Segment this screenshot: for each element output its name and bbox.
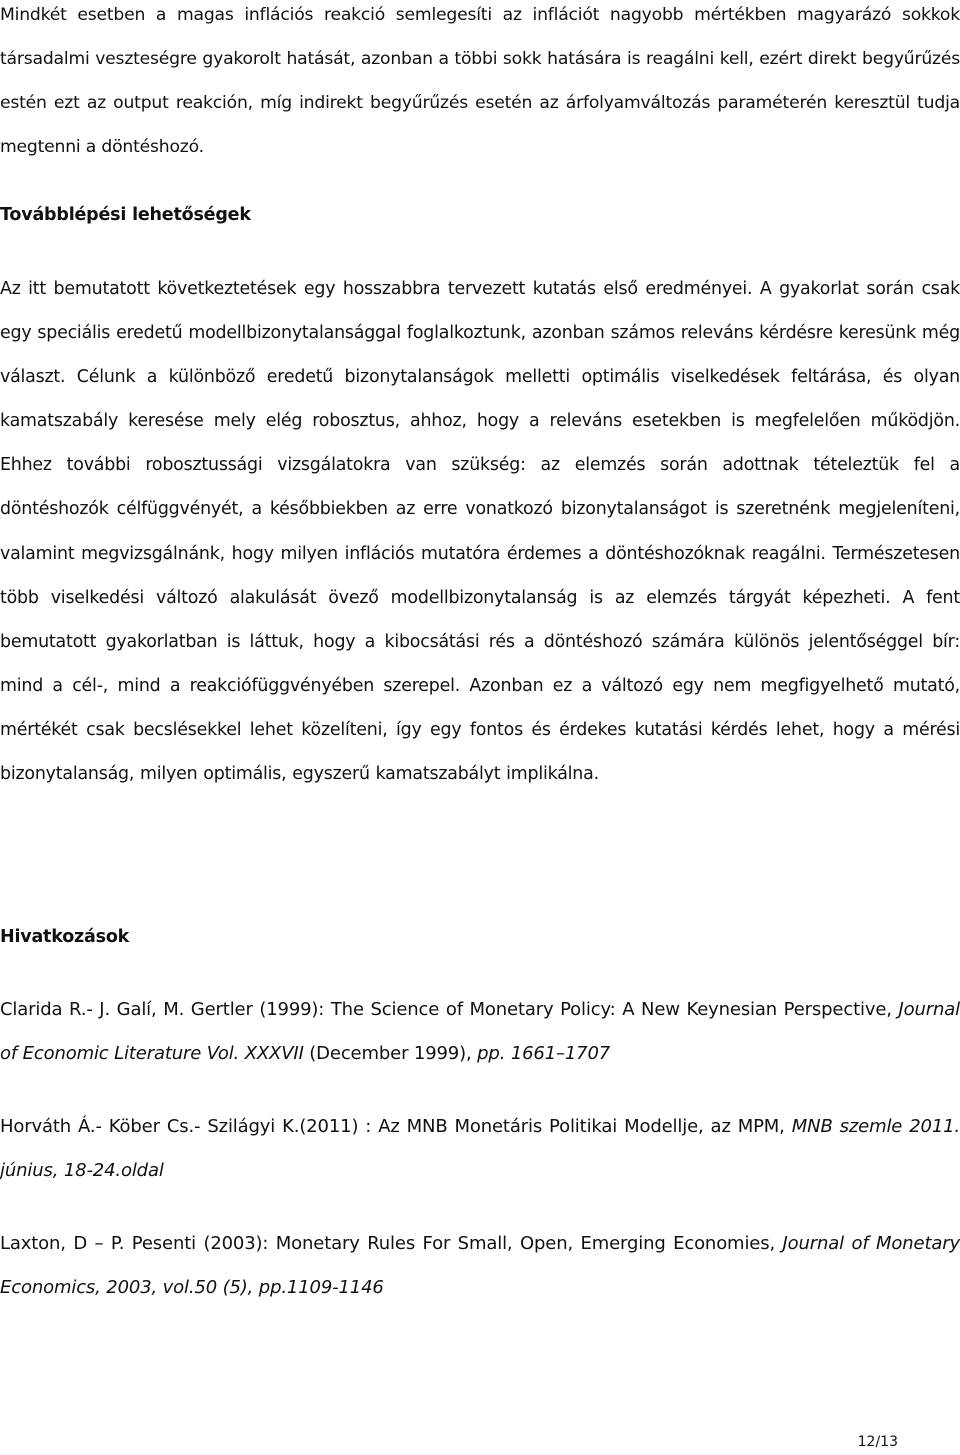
reference-text: Horváth Á.- Köber Cs.- Szilágyi K.(2011) : Az MNB Monetáris Politikai Modellje, az MPM, bbox=[0, 1116, 792, 1137]
page-number: 12/13 bbox=[857, 1434, 898, 1450]
intro-paragraph: Mindkét esetben a magas inflációs reakció semlegesíti az inflációt nagyobb mértékben magyarázó sokkok társadalmi veszteségre gyakorolt hatását, azonban a többi sokk hatására is reagálni kell, ezért direkt begyűrűzés estén ezt az output reakción, míg indirekt begyűrűzés esetén az árfolyamváltozás paraméterén keresztül tudja megtenni a döntéshozó. bbox=[0, 5, 960, 157]
reference-item bbox=[0, 1222, 960, 1309]
further-steps-heading: Továbblépési lehetőségek bbox=[0, 205, 251, 225]
reference-source: Journal of Economic Literature Vol. XXXVII bbox=[0, 999, 960, 1064]
reference-item bbox=[0, 1105, 960, 1192]
references-heading: Hivatkozások bbox=[0, 927, 130, 947]
reference-item bbox=[0, 988, 960, 1075]
further-steps-paragraph: Az itt bemutatott következtetések egy hosszabbra tervezett kutatás első eredményei. A gyakorlat során csak egy speciális eredetű modellbizonytalansággal foglalkoztunk, azonban számos releváns kérdésre keresünk még választ. Célunk a különböző eredetű bizonytalanságok melletti optimális viselkedések feltárása, és olyan kamatszabály keresése mely elég robosztus, ahhoz, hogy a releváns esetekben is megfelelően működjön. Ehhez további robosztussági vizsgálatokra van szükség: az elemzés során adottnak tételeztük fel a döntéshozók célfüggvényét, a későbbiekben az erre vonatkozó bizonytalanságot is szeretnénk megjeleníteni, valamint megvizsgálnánk, hogy milyen inflációs mutatóra érdemes a döntéshozóknak reagálni. Természetesen több viselkedési változó alakulását övező modellbizonytalanság is az elemzés tárgyát képezheti. A fent bemutatott gyakorlatban is láttuk, hogy a kibocsátási rés a döntéshozó számára különös jelentőséggel bír: mind a cél-, mind a reakciófüggvényében szerepel. Azonban ez a változó egy nem megfigyelhető mutató, mértékét csak becslésekkel lehet közelíteni, így egy fontos és érdekes kutatási kérdés lehet, hogy a mérési bizonytalanság, milyen optimális, egyszerű kamatszabályt implikálna. bbox=[0, 279, 960, 785]
reference-text: Laxton, D – P. Pesenti (2003): Monetary Rules For Small, Open, Emerging Economies, bbox=[0, 1233, 783, 1254]
reference-text: Clarida R.- J. Galí, M. Gertler (1999): The Science of Monetary Policy: A New Keynesian Perspective, bbox=[0, 999, 899, 1020]
reference-source: Journal of Monetary Economics, 2003, vol.50 (5), pp.1109-1146 bbox=[0, 1233, 960, 1298]
reference-pages: pp. 1661–1707 bbox=[477, 1042, 611, 1064]
reference-date: (December 1999), bbox=[303, 1042, 478, 1064]
reference-source: MNB szemle 2011. június, 18-24.oldal bbox=[0, 1116, 960, 1181]
